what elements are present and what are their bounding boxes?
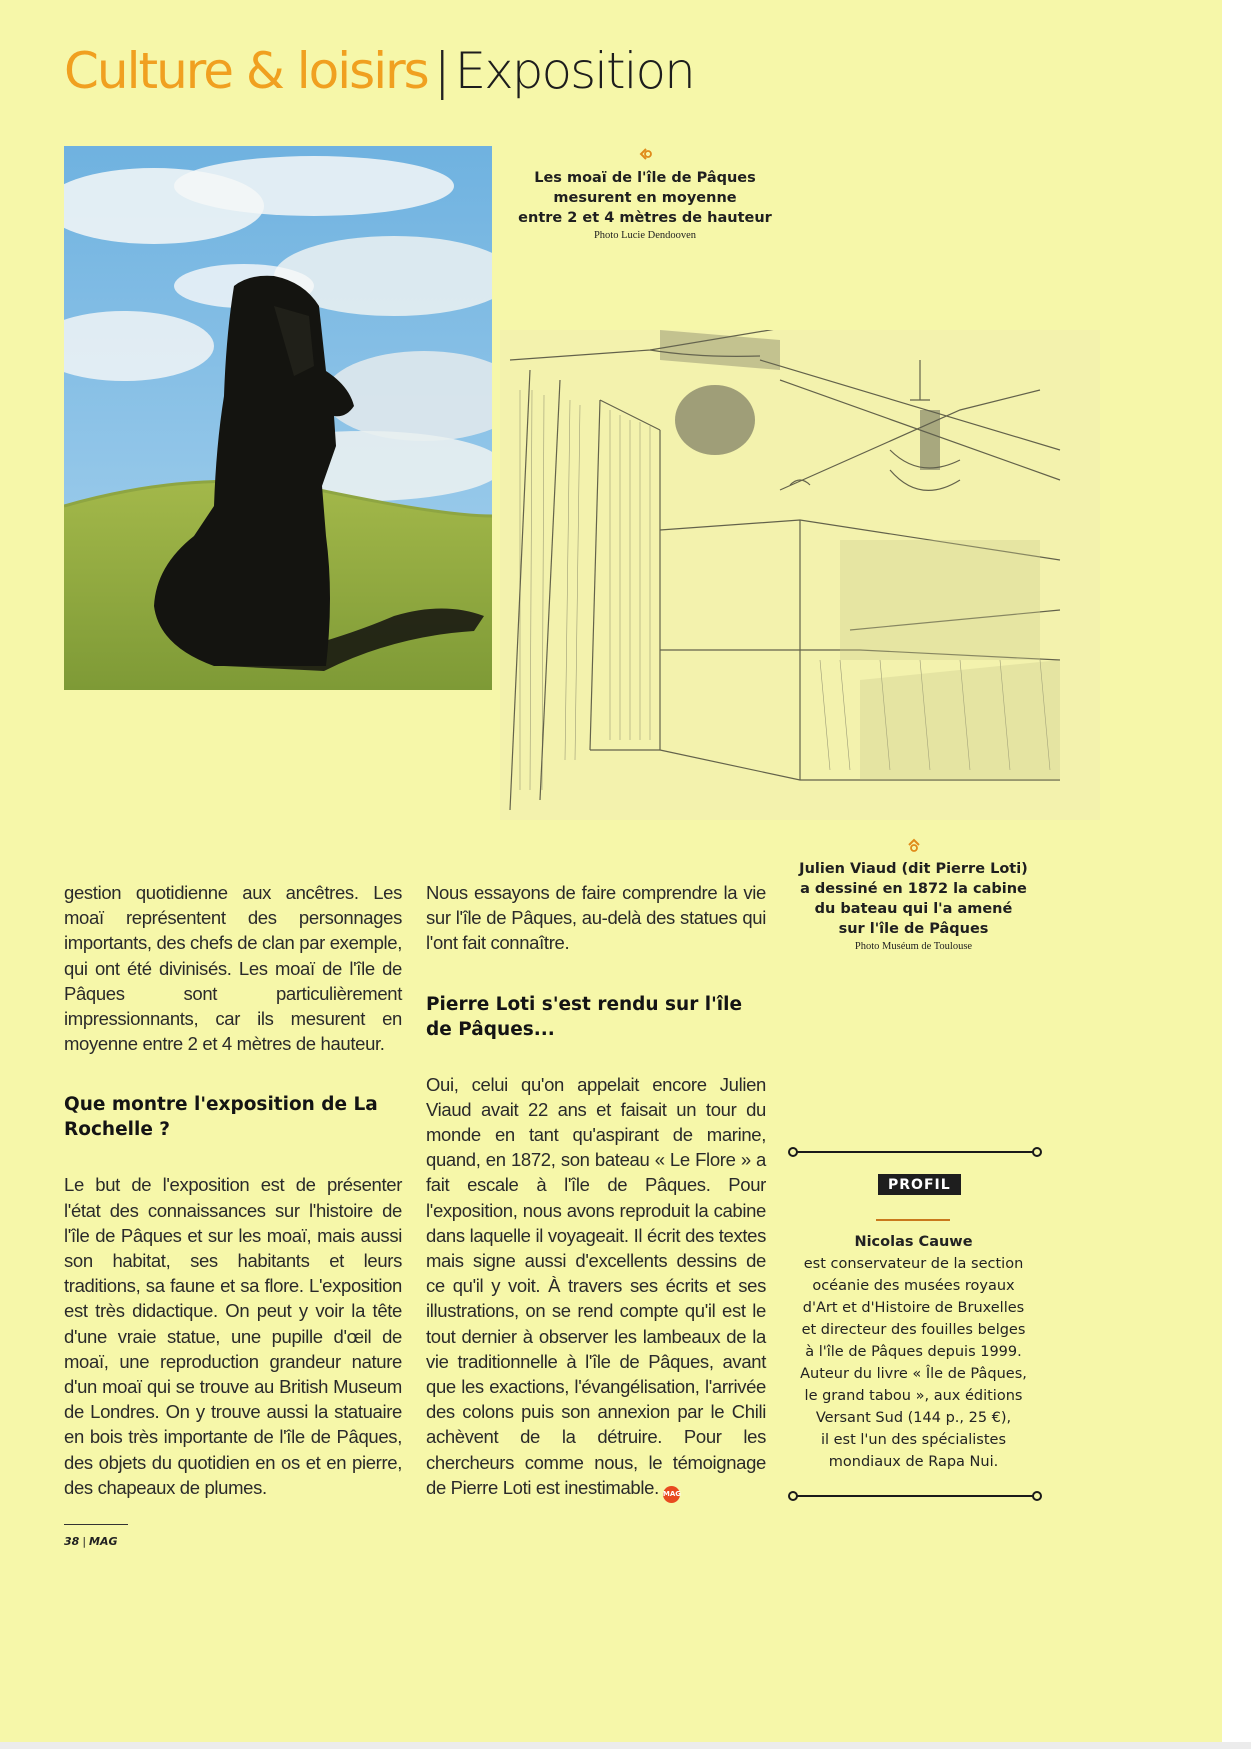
article-column-1 <box>64 880 402 1500</box>
profile-top-rule <box>796 1151 1034 1153</box>
profile-underline <box>876 1219 950 1221</box>
page-number: 38 <box>64 1535 80 1548</box>
profile-bio: est conservateur de la section océanie des musées royaux d'Art et d'Histoire de Bruxelles et directeur des fouilles belges à l'île de Pâques depuis 1999. Auteur du livre « Île de Pâques, le grand tabou », aux éditions Versant Sud (144 p., 25 €), il est l'un des spécialistes mondiaux de Rapa Nui. <box>800 1256 1027 1470</box>
paragraph: gestion quotidienne aux ancêtres. Les moaï représentent des personnages importants, des chefs de clan par exemple, qui ont été divinisés. Les moaï de l'île de Pâques sont particulièrement impressionnants, car ils mesurent en moyenne entre 2 et 4 mètres de hauteur. <box>64 882 403 1055</box>
footer-rule <box>64 1524 128 1525</box>
profile-name: Nicolas Cauwe <box>854 1234 973 1250</box>
brand-logo: MAG <box>89 1535 118 1548</box>
moai-photo <box>64 146 492 690</box>
paragraph-text: Oui, celui qu'on appelait encore Julien Viaud avait 22 ans et faisait un tour du monde en tant qu'aspirant de marine, quand, en 1872, son bateau « Le Flore » a fait escale à l'île de Pâques. Pour l'exposition, nous avons reproduit la cabine dans laquelle il voyageait. Il écrit des textes mais signe aussi d'excellents dessins de ce qu'il y voit. À travers ses écrits et ses illustrations, on se rend compte qu'il est le tout dernier à observer les lambeaux de la vie traditionnelle à l'île de Pâques, avant que les exactions, l'évangélisation, l'arrivée des colons puis son annexion par le Chili achèvent de la détruire. Pour les chercheurs comme nous, le témoignage de Pierre Loti est inestimable. <box>426 1073 766 1498</box>
section-title: Culture & loisirs <box>64 42 428 100</box>
moai-photo-credit: Photo Lucie Dendooven <box>593 230 697 241</box>
article-column-2 <box>426 880 766 1503</box>
header-separator: | <box>433 42 449 100</box>
drawing-photo-credit: Photo Muséum de Toulouse <box>854 941 973 952</box>
scan-margin-right <box>1222 0 1251 1749</box>
profile-text <box>786 1231 1041 1473</box>
profile-badge: PROFIL <box>878 1174 961 1195</box>
arrow-up-icon <box>906 837 922 853</box>
moai-caption-text: Les moaï de l'île de Pâques mesurent en moyenne entre 2 et 4 mètres de hauteur <box>518 170 772 226</box>
paragraph: Nous essayons de faire comprendre la vie sur l'île de Pâques, au-delà des statues qui l'ont fait connaître. <box>426 882 766 954</box>
page-header <box>64 42 694 100</box>
question-heading: Que montre l'exposition de La Rochelle ? <box>64 1094 378 1141</box>
page-footer <box>64 1535 118 1548</box>
profile-bottom-rule <box>796 1495 1034 1497</box>
drawing-caption-text: Julien Viaud (dit Pierre Loti) a dessiné en 1872 la cabine du bateau qui l'a amené sur l'île de Pâques <box>799 861 1028 937</box>
end-of-article-icon: MAG <box>663 1486 680 1503</box>
footer-separator: | <box>82 1535 87 1548</box>
question-heading: Pierre Loti s'est rendu sur l'île de Pâques... <box>426 993 742 1040</box>
moai-caption <box>500 146 790 241</box>
arrow-left-icon <box>637 146 653 162</box>
paragraph: Le but de l'exposition est de présenter l'état des connaissances sur l'histoire de l'île de Pâques et sur les moaï, mais aussi son habitat, ses habitants et leurs traditions, sa faune et sa flore. L'exposition est très didactique. On peut y voir la tête d'une vraie statue, une pupille d'œil de moaï, une reproduction grandeur nature d'un moaï qui se trouve au British Museum de Londres. On y trouve aussi la statuaire en bois très importante de l'île de Pâques, des objets du quotidien en os et en pierre, des chapeaux de plumes. <box>64 1174 402 1498</box>
paragraph <box>426 1072 766 1503</box>
scan-margin-bottom <box>0 1742 1251 1749</box>
drawing-caption <box>786 837 1041 952</box>
cabin-drawing <box>500 330 1100 820</box>
topic-title: Exposition <box>454 42 694 100</box>
